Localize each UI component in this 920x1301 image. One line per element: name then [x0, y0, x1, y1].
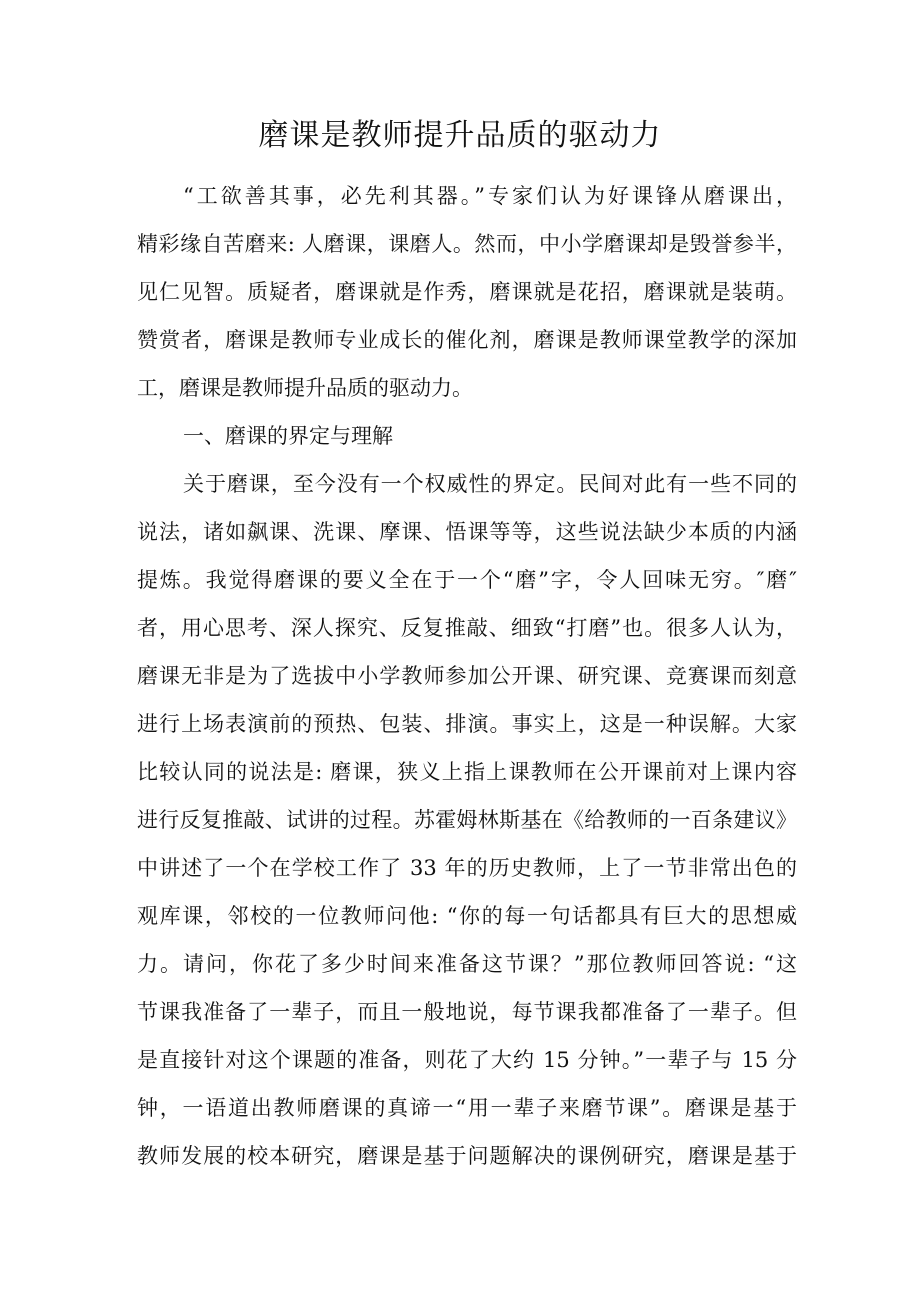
paragraph-line: 说法，诸如飙课、洗课、摩课、悟课等等，这些说法缺少本质的内涵: [137, 520, 797, 544]
paragraph-line: 钟，一语道出教师磨课的真谛一“用一辈子来磨节课”。磨课是基于: [137, 1096, 797, 1120]
paragraph-line: 精彩缘自苦磨来: 人磨课，课磨人。然而，中小学磨课却是毁誉参半，: [137, 232, 797, 256]
document-title: 磨课是教师提升品质的驱动力: [258, 118, 662, 153]
paragraph-line: 进行反复推敲、试讲的过程。苏霍姆林斯基在《给教师的一百条建议》: [137, 808, 797, 832]
section-heading: 一、磨课的界定与理解: [183, 424, 393, 448]
paragraph-line: 比较认同的说法是: 磨课，狭义上指上课教师在公开课前对上课内容: [137, 760, 797, 784]
paragraph-line: “工欲善其事，必先利其器。”专家们认为好课锋从磨课出，: [183, 184, 797, 208]
paragraph-line: 教师发展的校本研究，磨课是基于问题解决的课例研究，磨课是基于: [137, 1144, 797, 1168]
paragraph-line: 提炼。我觉得磨课的要义全在于一个“磨”字，令人回味无穷。″磨″: [137, 568, 797, 592]
paragraph-line: 观库课，邻校的一位教师问他: “你的每一句话都具有巨大的思想威: [137, 904, 797, 928]
paragraph-line: 磨课无非是为了选拔中小学教师参加公开课、研究课、竞赛课而刻意: [137, 664, 797, 688]
paragraph-line: 中讲述了一个在学校工作了 33 年的历史教师，上了一节非常出色的: [137, 856, 797, 880]
paragraph-line: 节课我准备了一辈子，而且一般地说，每节课我都准备了一辈子。但: [137, 1000, 797, 1024]
paragraph-line: 是直接针对这个课题的准备，则花了大约 15 分钟。”一辈子与 15 分: [137, 1048, 797, 1072]
paragraph-line: 力。请问，你花了多少时间来准备这节课？”那位教师回答说: “这: [137, 952, 797, 976]
paragraph-line: 关于磨课，至今没有一个权威性的界定。民间对此有一些不同的: [183, 472, 797, 496]
document-body: [137, 172, 797, 1180]
paragraph-line: 者，用心思考、深人探究、反复推敲、细致“打磨”也。很多人认为，: [137, 616, 797, 640]
paragraph-line: 进行上场表演前的预热、包装、排演。事实上，这是一种误解。大家: [137, 712, 797, 736]
paragraph-line: 赞赏者，磨课是教师专业成长的催化剂，磨课是教师课堂教学的深加: [137, 328, 797, 352]
paragraph-line: 见仁见智。质疑者，磨课就是作秀，磨课就是花招，磨课就是装萌。: [137, 280, 797, 304]
paragraph-line: 工，磨课是教师提升品质的驱动力。: [137, 376, 473, 400]
